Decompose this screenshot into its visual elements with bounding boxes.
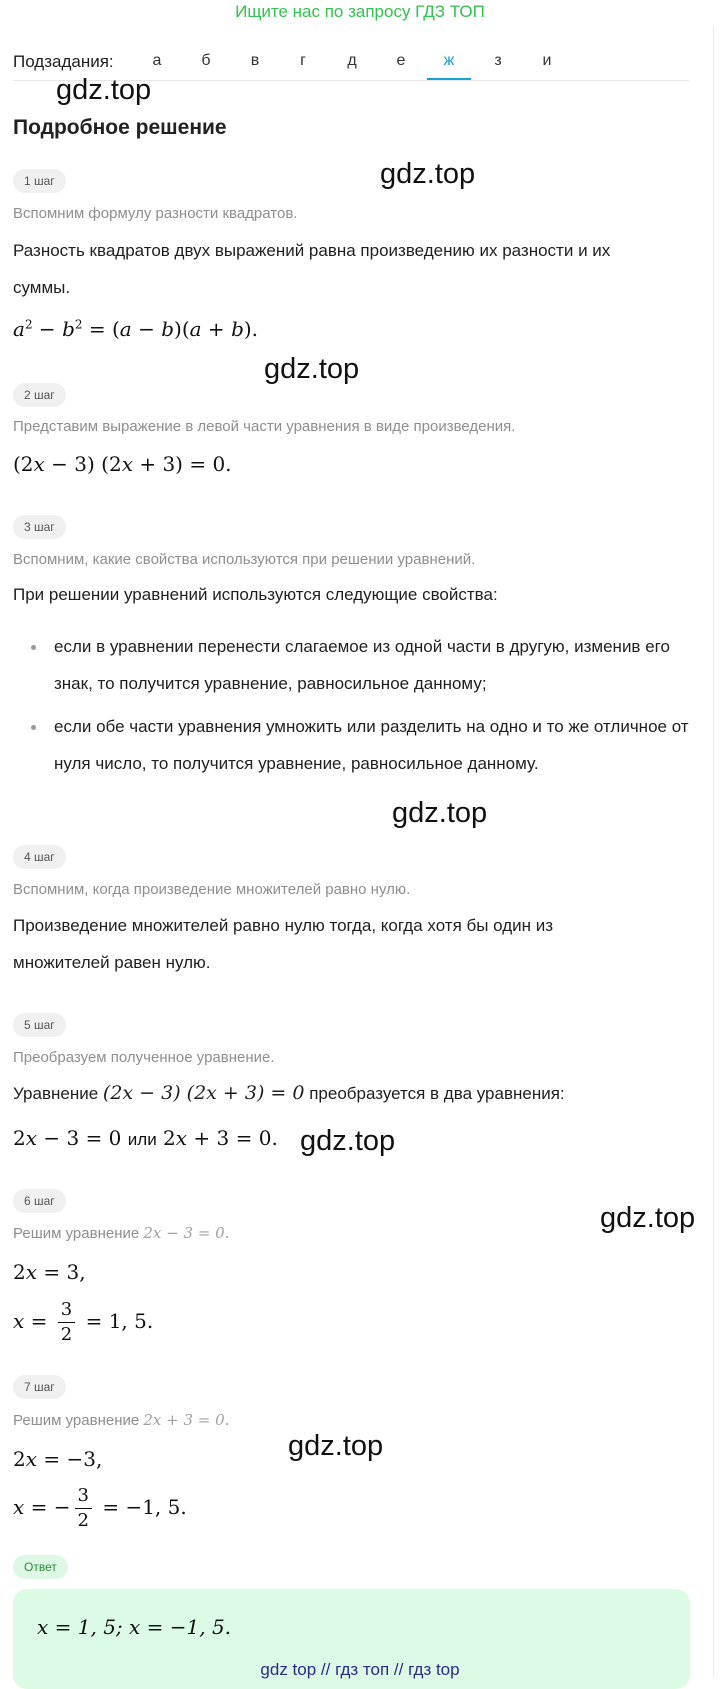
- subtasks-label: Подзадания:: [13, 52, 114, 71]
- watermark: gdz.top: [288, 1430, 384, 1462]
- watermark: gdz.top: [300, 1125, 396, 1157]
- formula: x = $\frac{3}{2}$ = 1, 5.: [13, 1299, 154, 1345]
- step-hint: Представим выражение в левой части уравнения в виде произведения.: [13, 418, 516, 435]
- top-banner: Ищите нас по запросу ГДЗ ТОП: [235, 2, 485, 21]
- footer-links[interactable]: gdz top // гдз топ // гдз top: [260, 1660, 460, 1679]
- property-list: [13, 628, 703, 788]
- tab-b[interactable]: б: [201, 52, 211, 69]
- tab-d[interactable]: д: [347, 52, 357, 69]
- watermark: gdz.top: [600, 1202, 696, 1234]
- step-text: Уравнение (2x − 3) (2x + 3) = 0 преобразуется в два уравнения:: [13, 1082, 565, 1104]
- watermark: gdz.top: [380, 158, 476, 190]
- step-text: множителей равен нулю.: [13, 953, 211, 972]
- step-badge: 3 шаг: [13, 515, 66, 539]
- step-text: Произведение множителей равно нулю тогда, когда хотя бы один из: [13, 916, 554, 935]
- step-badge: 6 шаг: [13, 1189, 66, 1213]
- tab-i[interactable]: и: [542, 52, 552, 69]
- watermark: gdz.top: [392, 797, 488, 829]
- step-badge: 4 шаг: [13, 845, 66, 869]
- step-badge: 2 шаг: [13, 383, 66, 407]
- step-text: Разность квадратов двух выражений равна произведению их разности и их: [13, 241, 611, 260]
- divider: [713, 26, 714, 1676]
- list-item: если обе части уравнения умножить или разделить на одно и то же отличное от нуля число, то получится уравнение, равносильное данному.: [13, 708, 703, 782]
- answer-formula: x = 1, 5; x = −1, 5.: [37, 1615, 232, 1639]
- answer-badge: Ответ: [13, 1555, 68, 1579]
- formula: 2x = −3,: [13, 1447, 103, 1471]
- step-hint: Преобразуем полученное уравнение.: [13, 1049, 275, 1066]
- formula: 2x = 3,: [13, 1260, 86, 1284]
- formula: 2x − 3 = 0 или 2x + 3 = 0.: [13, 1126, 278, 1150]
- tab-z[interactable]: з: [494, 52, 502, 69]
- step-hint: Вспомним формулу разности квадратов.: [13, 205, 298, 222]
- page-title: Подробное решение: [13, 116, 227, 139]
- step-text: При решении уравнений используются следующие свойства:: [13, 585, 498, 604]
- step-hint: Вспомним, какие свойства используются при решении уравнений.: [13, 551, 476, 568]
- step-badge: 1 шаг: [13, 169, 66, 193]
- step-hint: Решим уравнение 2x − 3 = 0.: [13, 1224, 230, 1242]
- formula: x = − $\frac{3}{2}$ = −1, 5.: [13, 1485, 187, 1531]
- watermark: gdz.top: [56, 74, 152, 106]
- step-badge: 7 шаг: [13, 1375, 66, 1399]
- step-hint: Вспомним, когда произведение множителей равно нулю.: [13, 881, 411, 898]
- tab-a[interactable]: а: [152, 52, 162, 69]
- step-text: суммы.: [13, 278, 71, 297]
- formula: $a^2 - b^2 = (a - b)(a + b)$.: [13, 317, 259, 341]
- watermark: gdz.top: [264, 353, 360, 385]
- formula: (2x − 3) (2x + 3) = 0.: [13, 452, 232, 476]
- tab-g[interactable]: г: [300, 52, 306, 69]
- tab-e[interactable]: е: [396, 52, 406, 69]
- tab-zh[interactable]: ж: [427, 50, 471, 80]
- step-hint: Решим уравнение 2x + 3 = 0.: [13, 1411, 230, 1429]
- step-badge: 5 шаг: [13, 1013, 66, 1037]
- tab-v[interactable]: в: [250, 52, 260, 69]
- list-item: если в уравнении перенести слагаемое из одной части в другую, изменив его знак, то получится уравнение, равносильное данному;: [13, 628, 703, 702]
